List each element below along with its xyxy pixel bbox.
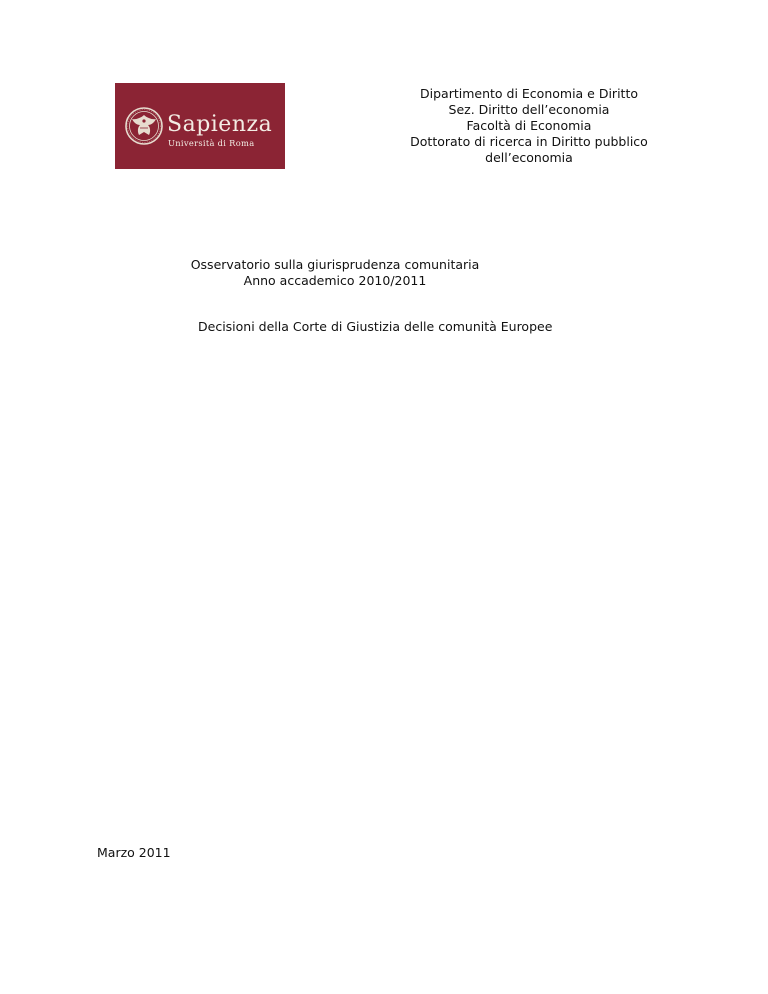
logo-subtitle: Università di Roma	[168, 138, 255, 148]
header-line-department: Dipartimento di Economia e Diritto	[420, 86, 638, 101]
document-date: Marzo 2011	[97, 845, 171, 860]
document-subject: Decisioni della Corte di Giustizia delle comunità Europee	[198, 319, 553, 334]
title-line-observatory: Osservatorio sulla giurisprudenza comunitaria	[190, 257, 480, 272]
sapienza-logo	[115, 83, 285, 169]
header-line-section: Sez. Diritto dell’economia	[448, 102, 610, 117]
university-seal-icon	[115, 83, 167, 169]
logo-wordmark: Sapienza	[167, 112, 273, 137]
department-header	[380, 86, 678, 166]
document-title	[190, 257, 480, 289]
header-line-doctorate-cont: dell’economia	[485, 150, 573, 165]
title-line-academic-year: Anno accademico 2010/2011	[243, 273, 427, 288]
header-line-doctorate: Dottorato di ricerca in Diritto pubblico	[410, 134, 648, 149]
header-line-faculty: Facoltà di Economia	[466, 118, 592, 133]
